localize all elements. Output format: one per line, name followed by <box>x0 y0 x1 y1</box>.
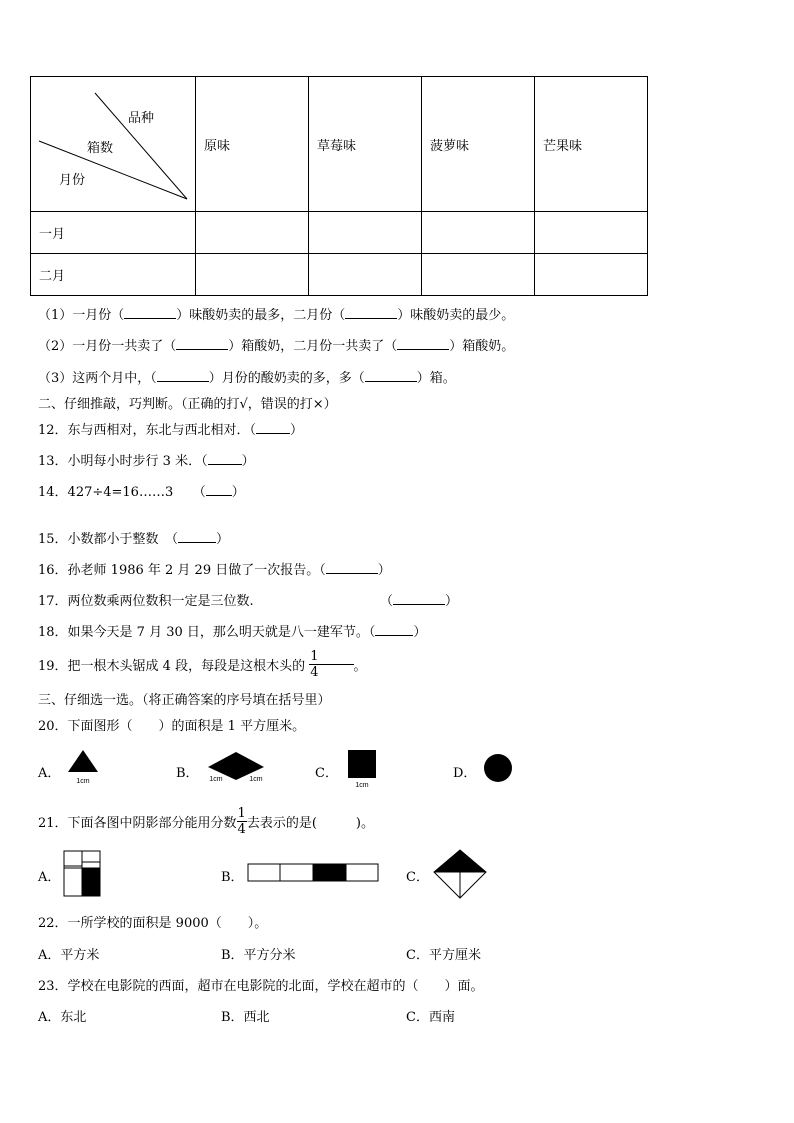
q11-part1: （1）一月份（ ）味酸奶卖的最多，二月份（ ）味酸奶卖的最少。 <box>38 308 515 323</box>
unit-label: 1cm <box>209 776 223 783</box>
q11-part2: （2）一月份一共卖了（ ）箱酸奶，二月份一共卖了（ ）箱酸奶。 <box>38 339 515 354</box>
answer-blank[interactable] <box>393 604 445 605</box>
answer-blank[interactable] <box>326 573 378 574</box>
unit-label: 1cm <box>249 776 263 783</box>
rhombus-shape <box>204 750 268 786</box>
question-14: 14．427÷4=16……3 （ ） <box>38 485 245 500</box>
circle-shape <box>482 752 514 784</box>
answer-blank[interactable] <box>157 381 209 382</box>
question-15: 15．小数都小于整数 （ ） <box>38 532 230 547</box>
diag-label-boxes: 箱数 <box>87 141 114 156</box>
row-header-january: 一月 <box>31 212 196 254</box>
section-2-heading: 二、仔细推敲，巧判断。（正确的打√，错误的打×） <box>38 397 337 412</box>
q22-option-a: A．平方米 <box>38 948 100 963</box>
fraction: $\frac{1}{4}$ <box>237 806 246 837</box>
question-19: 19．把一根木头锯成 4 段，每段是这根木头的 $\frac{1}{4}$ 。 <box>38 649 367 680</box>
answer-blank[interactable] <box>178 542 216 543</box>
table-cell <box>196 254 309 296</box>
q23-option-a: A．东北 <box>38 1010 87 1025</box>
answer-blank[interactable] <box>208 464 242 465</box>
answer-blank[interactable] <box>397 349 449 350</box>
question-23: 23．学校在电影院的西面，超市在电影院的北面，学校在超市的（ ）面。 <box>38 979 484 994</box>
question-20: 20．下面图形（ ）的面积是 1 平方厘米。 <box>38 719 306 734</box>
answer-blank[interactable] <box>320 664 354 665</box>
unit-label: 1cm <box>355 782 369 789</box>
q21-option-a-label: A． <box>38 870 61 885</box>
answer-blank[interactable] <box>124 318 176 319</box>
triangle-shape <box>66 748 100 788</box>
question-17-answer: （ ） <box>380 594 459 609</box>
question-21: 21．下面各图中阴影部分能用分数 $\frac{1}{4}$ 去表示的是( )。 <box>38 806 374 837</box>
question-17: 17．两位数乘两位数积一定是三位数. <box>38 594 254 609</box>
diamond-shape-c <box>432 848 488 900</box>
table-cell <box>196 212 309 254</box>
q20-option-b-label: B． <box>176 766 199 781</box>
question-18: 18．如果今天是 7 月 30 日，那么明天就是八一建军节。（ ） <box>38 625 427 640</box>
table-cell <box>309 212 422 254</box>
yogurt-sales-table <box>30 76 648 296</box>
q21-option-c-label: C． <box>406 870 429 885</box>
square-shape <box>344 748 380 790</box>
fraction: $\frac{1}{4}$ <box>310 649 319 680</box>
q23-option-b: B．西北 <box>221 1010 270 1025</box>
table-cell <box>309 254 422 296</box>
answer-blank[interactable] <box>206 495 232 496</box>
q21-option-b-label: B． <box>221 870 244 885</box>
answer-blank[interactable] <box>345 318 397 319</box>
col-header-pineapple: 菠萝味 <box>422 77 535 212</box>
question-22: 22．一所学校的面积是 9000（ ）。 <box>38 916 268 931</box>
grid-shape-a <box>63 850 103 898</box>
diagonal-header-cell <box>31 77 196 212</box>
q20-option-d-label: D． <box>453 766 477 781</box>
col-header-original: 原味 <box>196 77 309 212</box>
row-header-february: 二月 <box>31 254 196 296</box>
strip-shape-b <box>247 862 381 884</box>
answer-blank[interactable] <box>365 381 417 382</box>
table-cell <box>535 212 648 254</box>
q23-option-c: C．西南 <box>406 1010 455 1025</box>
q20-option-a-label: A． <box>38 766 61 781</box>
table-cell <box>422 254 535 296</box>
question-16: 16．孙老师 1986 年 2 月 29 日做了一次报告。（ ） <box>38 563 391 578</box>
table-cell <box>535 254 648 296</box>
col-header-mango: 芒果味 <box>535 77 648 212</box>
q22-option-c: C．平方厘米 <box>406 948 481 963</box>
question-12: 12．东与西相对，东北与西北相对．（ ） <box>38 423 304 438</box>
col-header-strawberry: 草莓味 <box>309 77 422 212</box>
question-13: 13．小明每小时步行 3 米．（ ） <box>38 454 255 469</box>
section-3-heading: 三、仔细选一选。（将正确答案的序号填在括号里） <box>38 693 331 708</box>
diag-label-variety: 品种 <box>128 111 155 126</box>
diag-label-month: 月份 <box>59 173 86 188</box>
table-cell <box>422 212 535 254</box>
unit-label: 1cm <box>76 778 90 785</box>
q22-option-b: B．平方分米 <box>221 948 296 963</box>
q11-part3: （3）这两个月中，（ ）月份的酸奶卖的多，多（ ）箱。 <box>38 371 456 386</box>
answer-blank[interactable] <box>176 349 228 350</box>
answer-blank[interactable] <box>375 635 413 636</box>
answer-blank[interactable] <box>256 433 290 434</box>
q20-option-c-label: C． <box>315 766 338 781</box>
